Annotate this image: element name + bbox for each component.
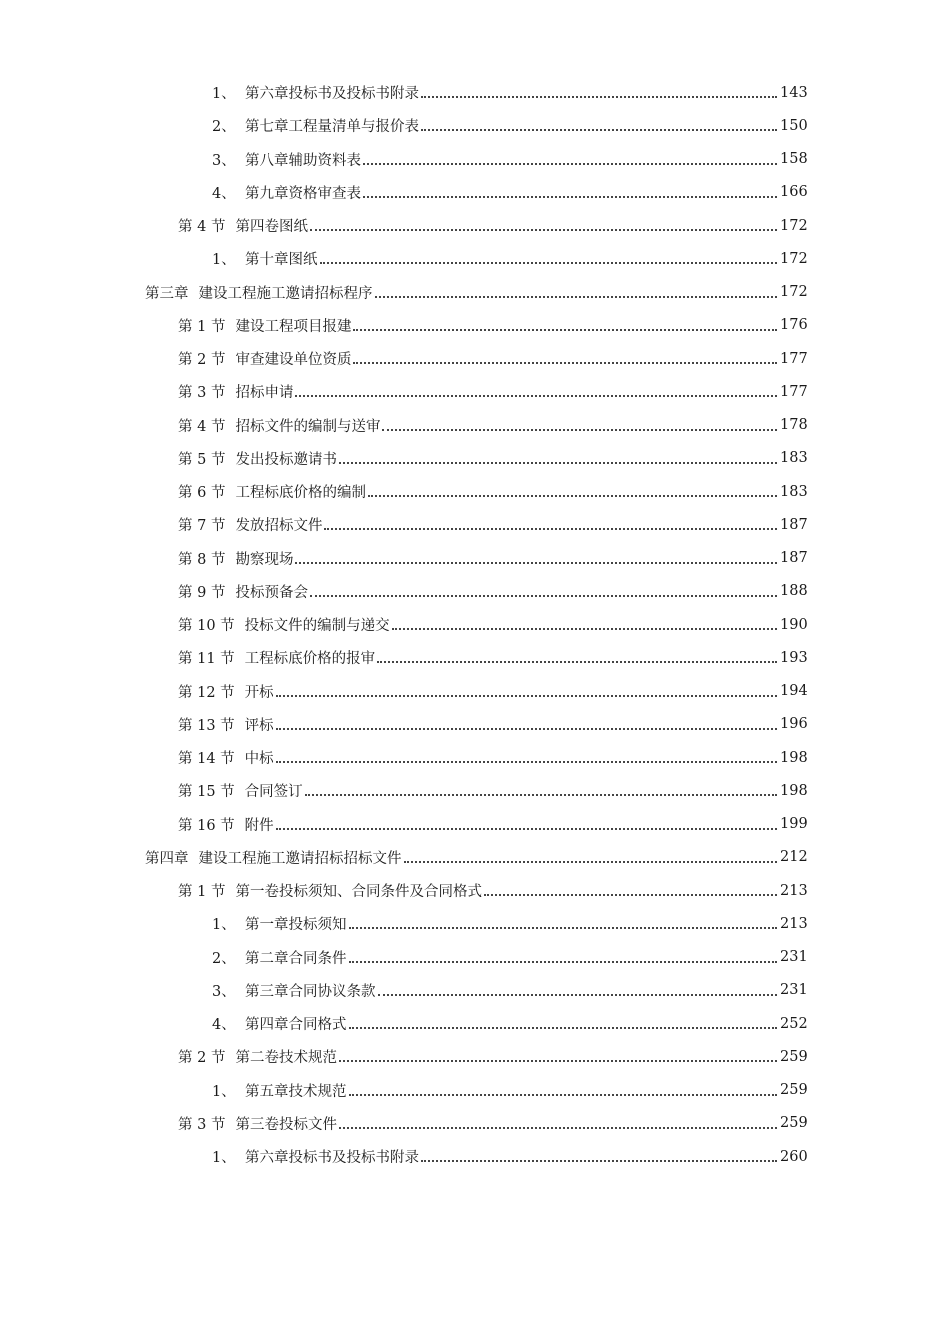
toc-entry[interactable] [0,941,950,974]
toc-entry-page-number: 259 [780,1082,808,1099]
toc-entry-title: 发出投标邀请书 [235,451,337,468]
toc-entry-number: 第 6 节 [178,485,226,502]
toc-entry-title: 工程标底价格的编制 [235,485,366,502]
toc-entry-title: 开标 [244,684,274,701]
toc-entry-page-number: 177 [780,350,808,367]
toc-entry-page-number: 150 [780,117,808,134]
toc-entry-label [178,780,303,801]
toc-entry-label [178,415,380,436]
toc-entry-label [145,282,373,303]
toc-entry-title: 建设工程施工邀请招标招标文件 [198,850,402,867]
toc-dot-leader [363,195,777,198]
toc-dot-leader [484,893,777,896]
toc-entry-number: 1、 [212,86,236,103]
toc-entry[interactable] [0,608,950,641]
toc-entry-label [178,481,366,502]
toc-entry-label [178,1113,337,1134]
toc-entry-title: 第二卷技术规范 [235,1050,337,1067]
toc-entry-title: 第二章合同条件 [245,950,347,967]
toc-entry-number: 第 5 节 [178,451,226,468]
toc-entry-label [145,847,402,868]
toc-entry[interactable] [0,276,950,309]
toc-entry-number: 1、 [212,1150,236,1167]
toc-entry-label [178,548,293,569]
toc-entry-number: 第 16 节 [178,817,235,834]
toc-entry-title: 勘察现场 [235,551,294,568]
toc-dot-leader [421,1159,777,1162]
toc-entry-label [212,182,361,203]
toc-entry[interactable] [0,1140,950,1173]
toc-entry-title: 建设工程项目报建 [235,318,352,335]
toc-entry-page-number: 172 [780,284,808,301]
toc-dot-leader [324,527,777,530]
toc-entry-label [212,115,419,136]
toc-entry[interactable] [0,708,950,741]
toc-entry[interactable] [0,242,950,275]
toc-entry-page-number: 166 [780,184,808,201]
toc-entry[interactable] [0,1107,950,1140]
toc-entry-page-number: 194 [780,683,808,700]
toc-entry-number: 3、 [212,983,236,1000]
toc-entry-label [212,1080,347,1101]
toc-entry-title: 招标文件的编制与送审 [235,418,381,435]
toc-entry-title: 投标文件的编制与递交 [244,618,390,635]
toc-entry[interactable] [0,974,950,1007]
toc-entry-title: 建设工程施工邀请招标程序 [198,285,373,302]
toc-entry-number: 4、 [212,185,236,202]
toc-entry-label [178,614,390,635]
toc-entry-title: 第六章投标书及投标书附录 [245,86,419,103]
toc-entry-number: 第 14 节 [178,751,235,768]
toc-entry-label [212,248,318,269]
toc-entry-number: 1、 [212,252,236,269]
toc-dot-leader [378,993,778,996]
table-of-contents [0,76,950,1173]
toc-entry-page-number: 183 [780,483,808,500]
toc-dot-leader [377,660,777,663]
toc-entry-page-number: 213 [780,882,808,899]
toc-entry-title: 第九章资格审查表 [245,185,361,202]
toc-entry-page-number: 193 [780,649,808,666]
toc-dot-leader [368,494,777,497]
toc-entry-number: 第 3 节 [178,385,226,402]
toc-entry-page-number: 213 [780,915,808,932]
toc-entry-title: 评标 [244,717,274,734]
toc-entry-page-number: 198 [780,749,808,766]
toc-entry[interactable] [0,475,950,508]
toc-entry-page-number: 190 [780,616,808,633]
toc-entry[interactable] [0,375,950,408]
toc-entry-label [178,215,308,236]
toc-entry-page-number: 259 [780,1048,808,1065]
toc-entry-page-number: 260 [780,1148,808,1165]
toc-entry-label [178,581,308,602]
toc-entry-label [212,82,419,103]
toc-entry-page-number: 178 [780,417,808,434]
toc-entry-page-number: 231 [780,949,808,966]
toc-entry[interactable] [0,808,950,841]
toc-entry-title: 第七章工程量清单与报价表 [245,119,419,136]
toc-entry-number: 第 7 节 [178,518,226,535]
toc-entry-page-number: 172 [780,217,808,234]
toc-entry[interactable] [0,442,950,475]
toc-entry-label [178,348,351,369]
toc-entry[interactable] [0,1074,950,1107]
toc-dot-leader [276,727,777,730]
toc-entry-page-number: 172 [780,250,808,267]
toc-entry-page-number: 198 [780,782,808,799]
toc-dot-leader [276,760,777,763]
toc-dot-leader [363,162,777,165]
toc-entry[interactable] [0,1007,950,1040]
toc-entry-label [178,747,274,768]
toc-entry-title: 中标 [244,751,274,768]
toc-entry-number: 第 1 节 [178,884,226,901]
toc-dot-leader [404,860,778,863]
toc-dot-leader [349,960,778,963]
toc-entry[interactable] [0,874,950,907]
toc-entry-label [212,947,347,968]
toc-entry-page-number: 231 [780,982,808,999]
toc-entry-number: 第 13 节 [178,717,235,734]
toc-entry-number: 第 15 节 [178,784,235,801]
toc-entry-number: 第三章 [145,285,189,302]
toc-entry-page-number: 187 [780,550,808,567]
toc-entry-page-number: 176 [780,317,808,334]
toc-entry-number: 第 2 节 [178,352,226,369]
toc-dot-leader [349,926,778,929]
toc-dot-leader [310,594,777,597]
toc-entry-page-number: 252 [780,1015,808,1032]
toc-entry[interactable] [0,907,950,940]
toc-entry[interactable] [0,741,950,774]
toc-entry-page-number: 212 [780,849,808,866]
toc-entry-page-number: 199 [780,816,808,833]
toc-dot-leader [295,561,777,564]
toc-dot-leader [305,793,777,796]
toc-dot-leader [392,627,777,630]
toc-entry-label [178,1046,337,1067]
toc-entry[interactable] [0,76,950,109]
toc-entry[interactable] [0,575,950,608]
toc-entry-title: 投标预备会 [235,584,308,601]
toc-entry-number: 第 3 节 [178,1116,226,1133]
toc-entry-title: 工程标底价格的报审 [244,651,376,668]
toc-dot-leader [339,461,777,464]
toc-entry-number: 第 1 节 [178,318,226,335]
toc-entry[interactable] [0,309,950,342]
toc-entry-title: 第一章投标须知 [245,917,347,934]
toc-entry-title: 第三章合同协议条款 [245,983,376,1000]
toc-entry[interactable] [0,342,950,375]
toc-entry-page-number: 259 [780,1115,808,1132]
toc-entry[interactable] [0,508,950,541]
toc-entry-title: 第六章投标书及投标书附录 [245,1150,419,1167]
toc-entry-page-number: 188 [780,583,808,600]
toc-entry[interactable] [0,109,950,142]
toc-entry-number: 1、 [212,917,236,934]
toc-entry[interactable] [0,409,950,442]
toc-entry-title: 合同签订 [244,784,303,801]
toc-entry-title: 第一卷投标须知、合同条件及合同格式 [235,884,482,901]
toc-dot-leader [353,361,777,364]
toc-entry-label [212,149,361,170]
toc-dot-leader [382,428,777,431]
toc-dot-leader [310,228,777,231]
toc-entry-number: 第 12 节 [178,684,235,701]
toc-entry-number: 第 11 节 [178,651,235,668]
toc-dot-leader [295,394,777,397]
toc-entry-label [178,381,293,402]
toc-dot-leader [349,1026,778,1029]
toc-entry-number: 2、 [212,119,236,136]
toc-entry[interactable] [0,841,950,874]
toc-entry-number: 第四章 [145,850,189,867]
toc-entry-label [212,913,347,934]
toc-entry[interactable] [0,209,950,242]
toc-entry-title: 附件 [244,817,274,834]
toc-entry-page-number: 158 [780,151,808,168]
toc-entry-label [212,980,376,1001]
toc-entry-label [178,681,274,702]
toc-entry-page-number: 187 [780,516,808,533]
toc-entry[interactable] [0,143,950,176]
toc-dot-leader [276,827,777,830]
toc-entry-label [178,714,274,735]
toc-entry-title: 第四卷图纸 [235,219,308,236]
toc-dot-leader [276,694,777,697]
toc-entry[interactable] [0,641,950,674]
toc-entry-title: 第三卷投标文件 [235,1116,337,1133]
toc-entry-number: 第 4 节 [178,418,226,435]
toc-entry-page-number: 177 [780,383,808,400]
toc-entry-label [178,514,322,535]
toc-entry[interactable] [0,542,950,575]
toc-dot-leader [375,295,778,298]
toc-entry-page-number: 143 [780,84,808,101]
toc-entry-label [178,315,351,336]
toc-dot-leader [320,261,778,264]
toc-entry-number: 4、 [212,1017,236,1034]
toc-entry-label [178,448,337,469]
toc-entry-page-number: 196 [780,716,808,733]
toc-entry-label [212,1146,419,1167]
toc-dot-leader [421,95,777,98]
toc-entry-number: 第 10 节 [178,618,235,635]
toc-entry-number: 3、 [212,152,236,169]
toc-entry-title: 第四章合同格式 [245,1017,347,1034]
toc-dot-leader [349,1093,778,1096]
toc-dot-leader [353,328,777,331]
toc-entry-label [178,814,274,835]
toc-entry-title: 发放招标文件 [235,518,323,535]
toc-entry-page-number: 183 [780,450,808,467]
toc-entry-number: 2、 [212,950,236,967]
toc-dot-leader [339,1059,777,1062]
toc-entry[interactable] [0,176,950,209]
toc-entry-label [178,647,375,668]
toc-dot-leader [339,1126,777,1129]
toc-entry-label [178,880,482,901]
toc-entry-title: 招标申请 [235,385,294,402]
toc-entry-number: 第 4 节 [178,219,226,236]
toc-entry-title: 第八章辅助资料表 [245,152,361,169]
toc-entry-label [212,1013,347,1034]
toc-entry[interactable] [0,675,950,708]
toc-entry-title: 第五章技术规范 [245,1083,347,1100]
toc-entry[interactable] [0,774,950,807]
toc-dot-leader [421,128,777,131]
toc-entry-title: 审查建设单位资质 [235,352,352,369]
toc-entry-number: 1、 [212,1083,236,1100]
toc-entry-number: 第 9 节 [178,584,226,601]
toc-entry-number: 第 2 节 [178,1050,226,1067]
toc-entry[interactable] [0,1040,950,1073]
toc-entry-number: 第 8 节 [178,551,226,568]
toc-entry-title: 第十章图纸 [245,252,318,269]
